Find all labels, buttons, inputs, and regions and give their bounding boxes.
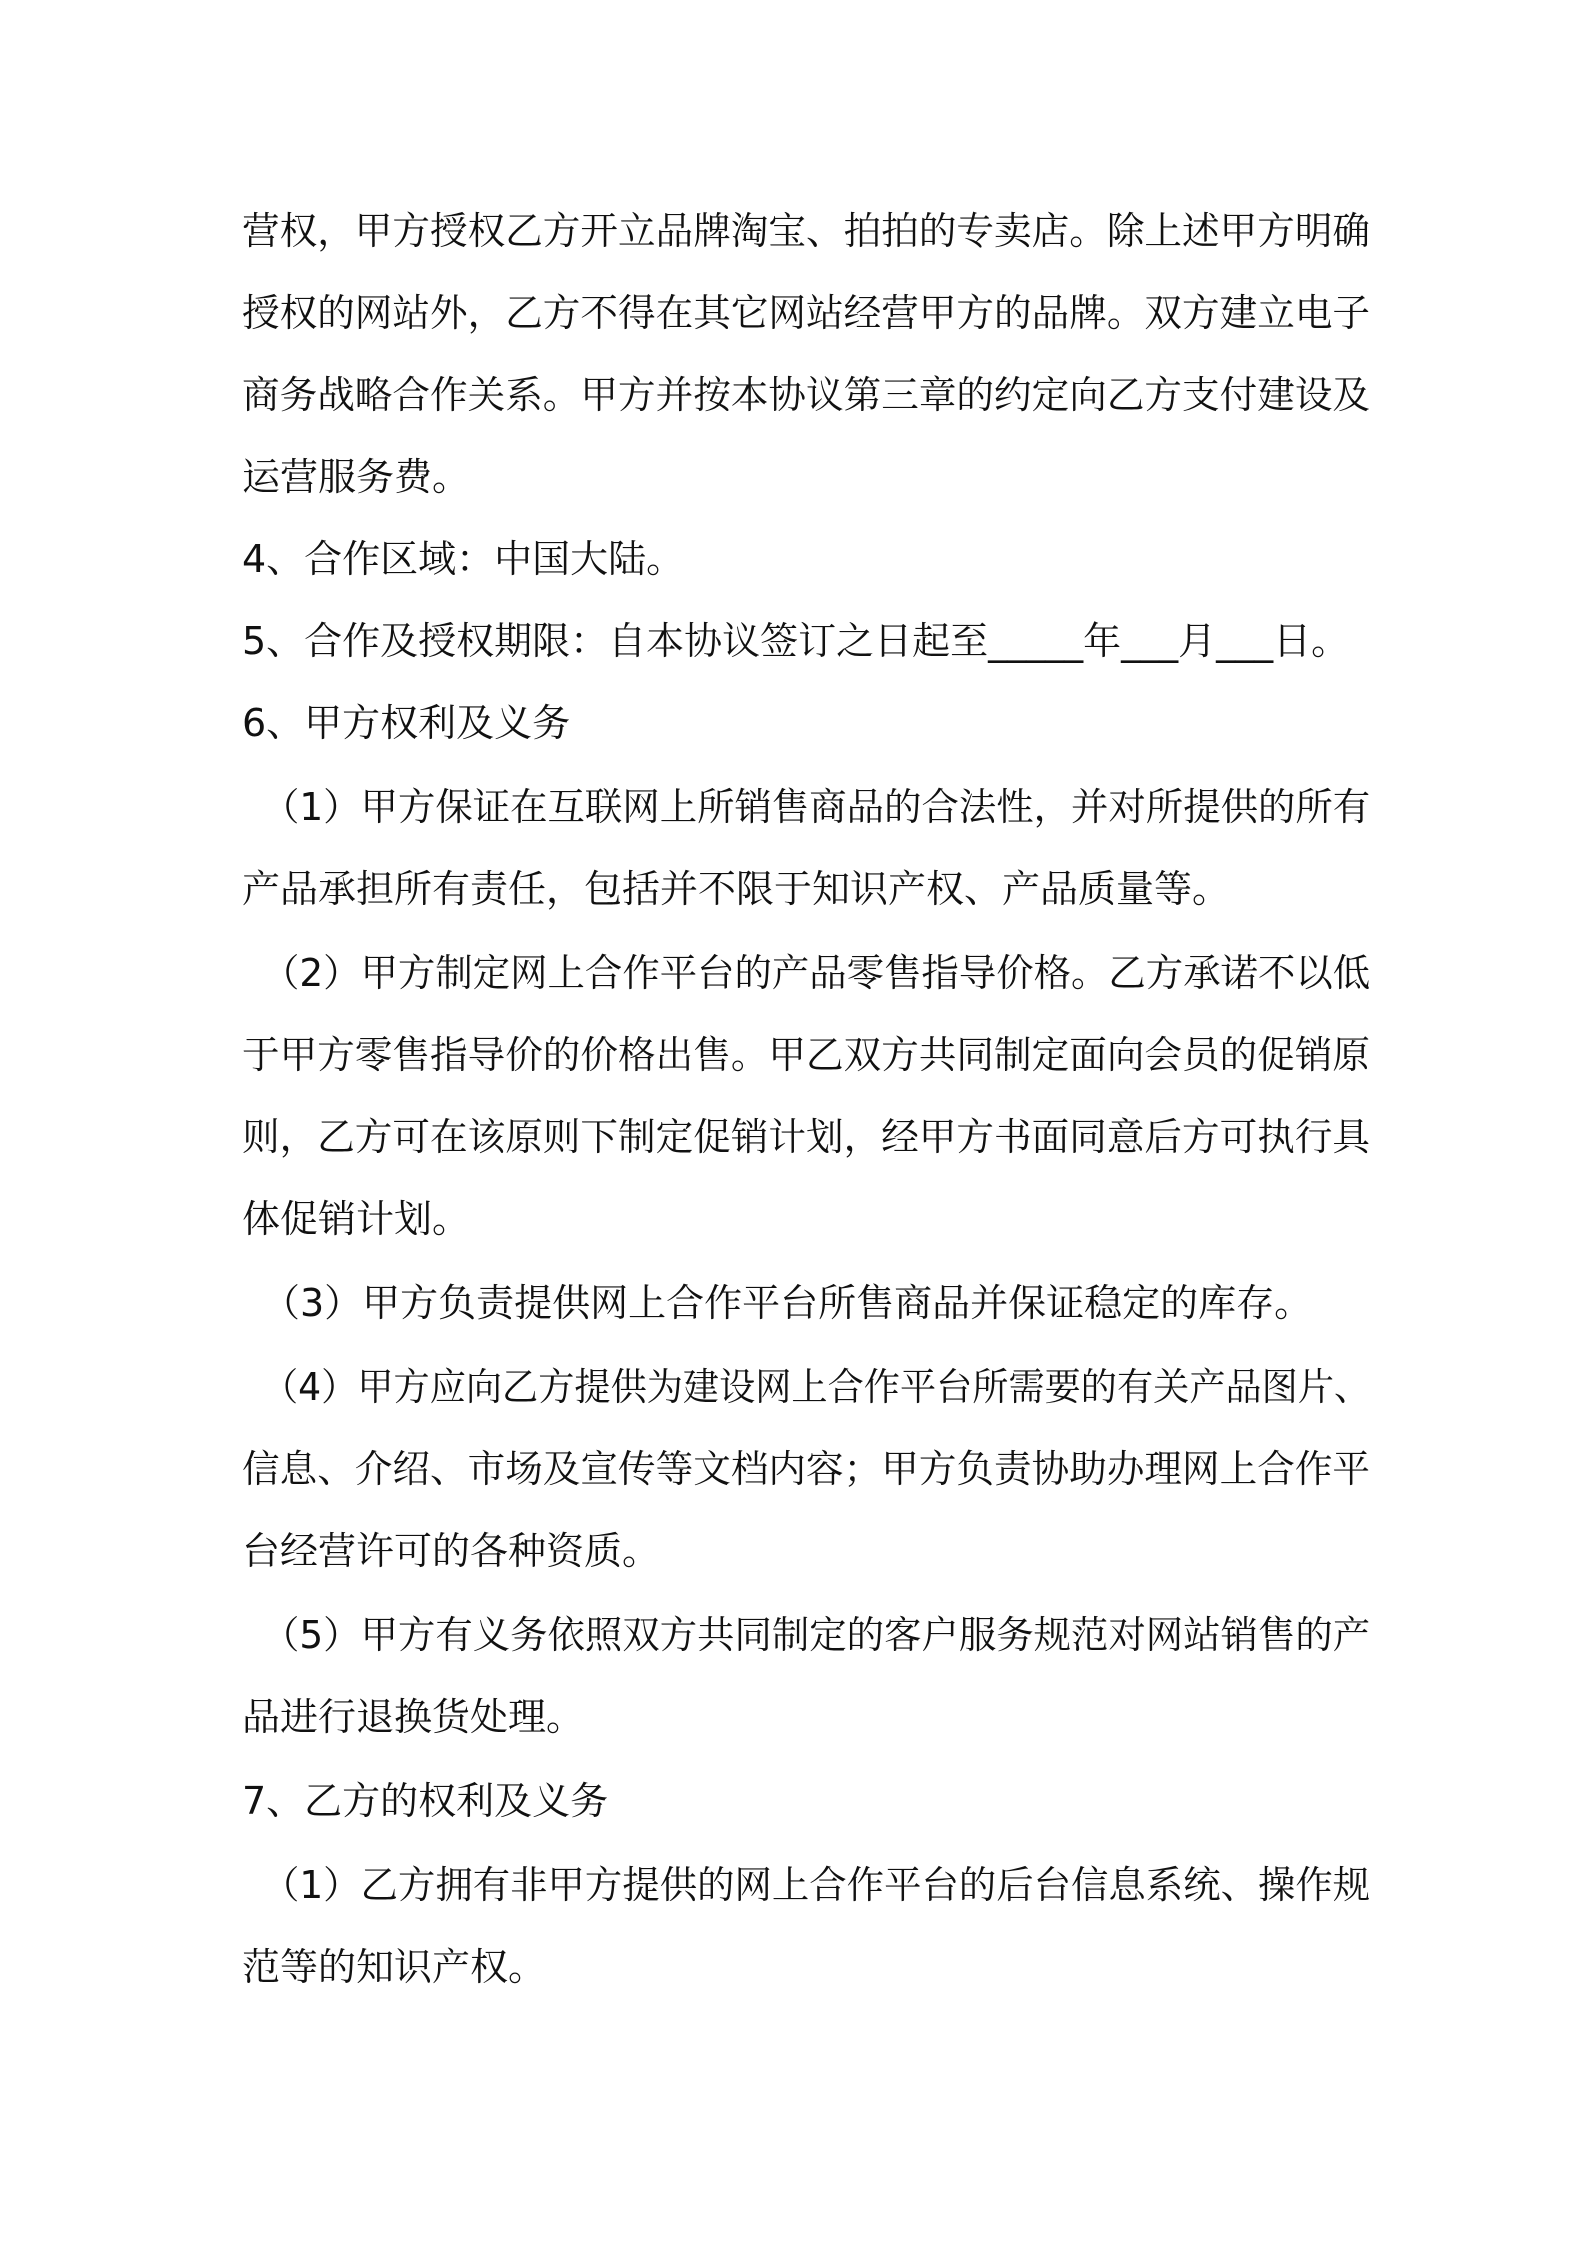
clause-6-item-2: （2）甲方制定网上合作平台的产品零售指导价格。乙方承诺不以低 [262,951,1371,995]
text-line: 品进行退换货处理。 [242,1695,585,1739]
text-line: 营权，甲方授权乙方开立品牌淘宝、拍拍的专卖店。除上述甲方明确 [242,209,1371,253]
clause-6-heading: 6、甲方权利及义务 [242,701,571,745]
text-line: 则，乙方可在该原则下制定促销计划，经甲方书面同意后方可执行具 [242,1115,1371,1159]
text-line: 体促销计划。 [242,1197,471,1241]
text-line: 商务战略合作关系。甲方并按本协议第三章的约定向乙方支付建设及 [242,373,1371,417]
text-line: 授权的网站外，乙方不得在其它网站经营甲方的品牌。双方建立电子 [242,291,1371,335]
text-line: 于甲方零售指导价的价格出售。甲乙双方共同制定面向会员的促销原 [242,1033,1371,1077]
text-line: 台经营许可的各种资质。 [242,1529,661,1573]
clause-6-item-5: （5）甲方有义务依照双方共同制定的客户服务规范对网站销售的产 [262,1613,1371,1657]
clause-7-item-1: （1）乙方拥有非甲方提供的网上合作平台的后台信息系统、操作规 [262,1863,1371,1907]
text-line: 信息、介绍、市场及宣传等文档内容；甲方负责协助办理网上合作平 [242,1447,1371,1491]
text-line: 范等的知识产权。 [242,1945,547,1989]
text-line: 产品承担所有责任，包括并不限于知识产权、产品质量等。 [242,867,1231,911]
clause-6-item-4: （4）甲方应向乙方提供为建设网上合作平台所需要的有关产品图片、 [262,1365,1371,1409]
text-line: 运营服务费。 [242,455,471,499]
clause-6-item-1: （1）甲方保证在互联网上所销售商品的合法性，并对所提供的所有 [262,785,1371,829]
clause-7-heading: 7、乙方的权利及义务 [242,1779,609,1823]
clause-4: 4、合作区域：中国大陆。 [242,537,685,581]
clause-5: 5、合作及授权期限：自本协议签订之日起至_____年___月___日。 [242,619,1350,663]
clause-6-item-3: （3）甲方负责提供网上合作平台所售商品并保证稳定的库存。 [262,1281,1313,1325]
